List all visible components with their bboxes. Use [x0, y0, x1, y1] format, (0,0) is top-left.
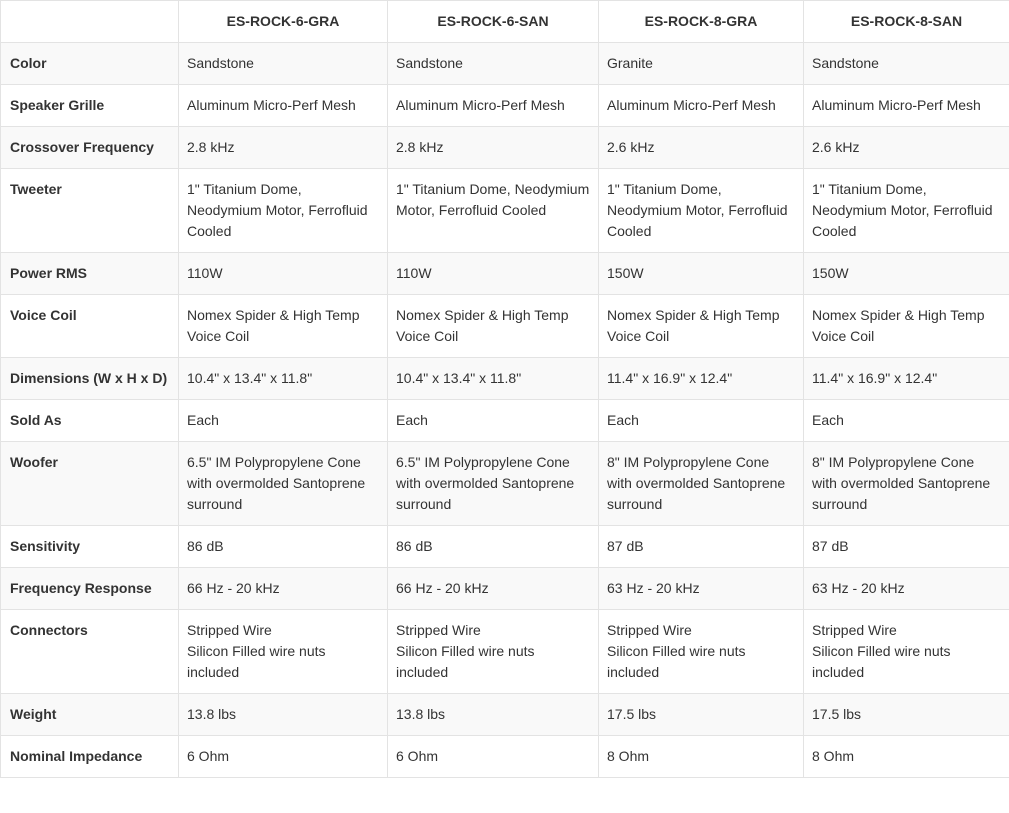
table-row	[1, 358, 1009, 400]
cell-text: Silicon Filled wire nuts included	[396, 643, 535, 680]
cell-text: 66 Hz - 20 kHz	[396, 580, 489, 596]
cell-text: Each	[607, 412, 639, 428]
cell-text: 110W	[396, 265, 432, 281]
table-cell	[599, 169, 804, 253]
table-cell	[179, 694, 388, 736]
table-row	[1, 442, 1009, 526]
cell-text: 150W	[812, 265, 849, 281]
row-label: Connectors	[1, 610, 179, 694]
table-cell	[599, 568, 804, 610]
table-cell	[599, 442, 804, 526]
cell-text: Nomex Spider & High Temp Voice Coil	[187, 307, 360, 344]
table-cell	[804, 736, 1009, 778]
table-cell	[388, 694, 599, 736]
row-label: Crossover Frequency	[1, 127, 179, 169]
table-cell	[179, 43, 388, 85]
cell-text: 66 Hz - 20 kHz	[187, 580, 280, 596]
table-cell	[804, 169, 1009, 253]
cell-text: Sandstone	[187, 55, 254, 71]
table-cell	[179, 736, 388, 778]
cell-text: Aluminum Micro-Perf Mesh	[812, 97, 981, 113]
cell-text: 1" Titanium Dome, Neodymium Motor, Ferrofluid Cooled	[812, 181, 993, 239]
table-cell	[179, 127, 388, 169]
table-cell	[388, 43, 599, 85]
table-cell	[388, 610, 599, 694]
table-cell	[599, 295, 804, 358]
table-row	[1, 295, 1009, 358]
cell-text: 13.8 lbs	[187, 706, 237, 722]
table-cell	[388, 442, 599, 526]
table-cell	[599, 694, 804, 736]
cell-text: 110W	[187, 265, 223, 281]
table-body	[1, 43, 1009, 778]
table-cell	[804, 568, 1009, 610]
table-cell	[388, 568, 599, 610]
table-cell	[179, 85, 388, 127]
table-row	[1, 253, 1009, 295]
header-row	[1, 1, 1009, 43]
table-cell	[599, 253, 804, 295]
table-row	[1, 610, 1009, 694]
table-cell	[599, 358, 804, 400]
cell-text: Aluminum Micro-Perf Mesh	[396, 97, 565, 113]
cell-text: Aluminum Micro-Perf Mesh	[607, 97, 776, 113]
cell-text: 6.5" IM Polypropylene Cone with overmolded Santoprene surround	[396, 454, 575, 512]
cell-text: 17.5 lbs	[607, 706, 657, 722]
cell-text: 10.4" x 13.4" x 11.8"	[187, 370, 313, 386]
table-cell	[179, 568, 388, 610]
table-cell	[179, 253, 388, 295]
cell-text: Sandstone	[396, 55, 463, 71]
column-header-model: ES-ROCK-8-GRA	[599, 1, 804, 43]
table-cell	[179, 526, 388, 568]
table-cell	[388, 85, 599, 127]
row-label: Nominal Impedance	[1, 736, 179, 778]
row-label: Sold As	[1, 400, 179, 442]
table-cell	[388, 400, 599, 442]
row-label: Voice Coil	[1, 295, 179, 358]
cell-text: Stripped Wire	[187, 622, 272, 638]
table-row	[1, 169, 1009, 253]
table-cell	[804, 400, 1009, 442]
cell-text: 8" IM Polypropylene Cone with overmolded Santoprene surround	[607, 454, 786, 512]
cell-text: 13.8 lbs	[396, 706, 446, 722]
table-cell	[179, 169, 388, 253]
table-cell	[804, 610, 1009, 694]
row-label: Weight	[1, 694, 179, 736]
cell-text: Silicon Filled wire nuts included	[812, 643, 951, 680]
table-cell	[179, 442, 388, 526]
table-cell	[179, 610, 388, 694]
cell-text: Each	[396, 412, 428, 428]
table-row	[1, 400, 1009, 442]
table-cell	[804, 694, 1009, 736]
row-label: Dimensions (W x H x D)	[1, 358, 179, 400]
column-header-model: ES-ROCK-8-SAN	[804, 1, 1009, 43]
cell-text: 63 Hz - 20 kHz	[607, 580, 700, 596]
table-cell	[388, 253, 599, 295]
table-cell	[179, 295, 388, 358]
cell-text: 63 Hz - 20 kHz	[812, 580, 905, 596]
table-cell	[804, 43, 1009, 85]
cell-text: 6 Ohm	[396, 748, 439, 764]
cell-text: 2.8 kHz	[396, 139, 444, 155]
cell-text: Granite	[607, 55, 653, 71]
cell-text: 8 Ohm	[607, 748, 650, 764]
table-cell	[804, 442, 1009, 526]
table-cell	[804, 295, 1009, 358]
table-cell	[804, 526, 1009, 568]
cell-text: Silicon Filled wire nuts included	[607, 643, 746, 680]
table-row	[1, 85, 1009, 127]
row-label: Frequency Response	[1, 568, 179, 610]
cell-text: Silicon Filled wire nuts included	[187, 643, 326, 680]
row-label: Woofer	[1, 442, 179, 526]
cell-text: 6.5" IM Polypropylene Cone with overmolded Santoprene surround	[187, 454, 366, 512]
cell-text: 86 dB	[187, 538, 224, 554]
cell-text: Stripped Wire	[812, 622, 897, 638]
table-cell	[388, 358, 599, 400]
table-cell	[388, 736, 599, 778]
table-cell	[179, 358, 388, 400]
table-cell	[179, 400, 388, 442]
table-header	[1, 1, 1009, 43]
cell-text: Nomex Spider & High Temp Voice Coil	[607, 307, 780, 344]
cell-text: Aluminum Micro-Perf Mesh	[187, 97, 356, 113]
table-cell	[599, 526, 804, 568]
cell-text: 87 dB	[607, 538, 644, 554]
table-row	[1, 568, 1009, 610]
table-row	[1, 127, 1009, 169]
table-cell	[388, 295, 599, 358]
table-cell	[804, 127, 1009, 169]
cell-text: 2.6 kHz	[607, 139, 655, 155]
table-cell	[599, 736, 804, 778]
table-cell	[804, 358, 1009, 400]
table-cell	[804, 85, 1009, 127]
cell-text: 11.4" x 16.9" x 12.4"	[812, 370, 938, 386]
row-label: Tweeter	[1, 169, 179, 253]
cell-text: Stripped Wire	[396, 622, 481, 638]
corner-cell	[1, 1, 179, 43]
table-cell	[599, 127, 804, 169]
cell-text: 17.5 lbs	[812, 706, 862, 722]
cell-text: 86 dB	[396, 538, 433, 554]
cell-text: 11.4" x 16.9" x 12.4"	[607, 370, 733, 386]
row-label: Power RMS	[1, 253, 179, 295]
cell-text: Each	[187, 412, 219, 428]
table-cell	[599, 610, 804, 694]
cell-text: 10.4" x 13.4" x 11.8"	[396, 370, 522, 386]
table-cell	[599, 400, 804, 442]
column-header-model: ES-ROCK-6-GRA	[179, 1, 388, 43]
cell-text: 8" IM Polypropylene Cone with overmolded Santoprene surround	[812, 454, 991, 512]
cell-text: 87 dB	[812, 538, 849, 554]
cell-text: Each	[812, 412, 844, 428]
table-cell	[599, 85, 804, 127]
cell-text: Nomex Spider & High Temp Voice Coil	[812, 307, 985, 344]
cell-text: Nomex Spider & High Temp Voice Coil	[396, 307, 569, 344]
table-row	[1, 694, 1009, 736]
row-label: Sensitivity	[1, 526, 179, 568]
table-row	[1, 526, 1009, 568]
cell-text: 6 Ohm	[187, 748, 230, 764]
table-cell	[388, 526, 599, 568]
table-cell	[599, 43, 804, 85]
cell-text: 1" Titanium Dome, Neodymium Motor, Ferrofluid Cooled	[607, 181, 788, 239]
table-cell	[804, 253, 1009, 295]
cell-text: 1" Titanium Dome, Neodymium Motor, Ferrofluid Cooled	[396, 181, 590, 218]
row-label: Color	[1, 43, 179, 85]
table-row	[1, 736, 1009, 778]
cell-text: Sandstone	[812, 55, 879, 71]
cell-text: 2.6 kHz	[812, 139, 860, 155]
column-header-model: ES-ROCK-6-SAN	[388, 1, 599, 43]
cell-text: 8 Ohm	[812, 748, 855, 764]
table-cell	[388, 169, 599, 253]
row-label: Speaker Grille	[1, 85, 179, 127]
table-row	[1, 43, 1009, 85]
cell-text: 2.8 kHz	[187, 139, 235, 155]
cell-text: Stripped Wire	[607, 622, 692, 638]
cell-text: 1" Titanium Dome, Neodymium Motor, Ferrofluid Cooled	[187, 181, 368, 239]
cell-text: 150W	[607, 265, 644, 281]
table-cell	[388, 127, 599, 169]
